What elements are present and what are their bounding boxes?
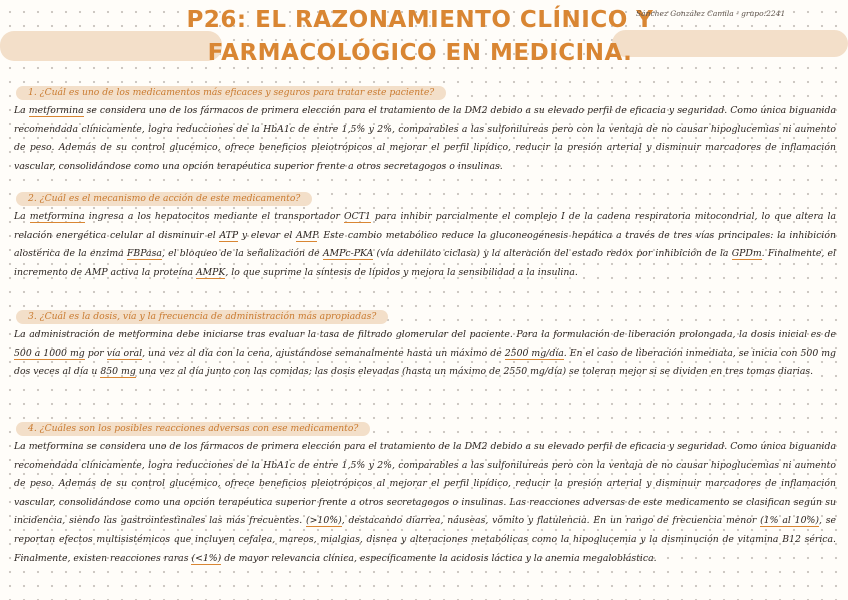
answer-text: , se reportan efectos multisistémicos que incluyen cefalea, mareos, mialgias, disnea y alteraciones metabólicas como la hipoglucemia y la disminución de vitamina B12 sérica. Finalmente, existen reacciones raras bbox=[14, 515, 836, 564]
section-2 bbox=[14, 186, 836, 282]
answer-text: La administración de metformina debe iniciarse tras evaluar la tasa de filtrado glomerular del paciente. Para la formulación de liberación prolongada, la dosis inicial es de bbox=[14, 329, 836, 340]
highlighted-term: ATP bbox=[219, 229, 239, 241]
answer-text: , una vez al día con la cena, ajustándose semanalmente hasta un máximo de bbox=[142, 347, 505, 359]
answer-text: (vía adenilato ciclasa) y la alteración del estado redox por inhibición de la bbox=[373, 248, 732, 260]
answer-text: por bbox=[84, 347, 107, 359]
highlighted-term: AMP bbox=[296, 229, 317, 241]
answer-text: ingresa a los hepatocitos mediante el transportador bbox=[84, 211, 344, 222]
section-1 bbox=[14, 80, 836, 176]
answer-text: y elevar el bbox=[238, 229, 297, 241]
highlighted-term: metformina bbox=[28, 105, 84, 116]
answer-text: , destacando diarrea, náuseas, vómito y flatulencia. En un rango de frecuencia menor bbox=[341, 515, 761, 527]
answer-text: para inhibir parcialmente el complejo I de la cadena respiratoria mitocondrial, lo que altera la relación energética celular al disminuir el bbox=[14, 211, 836, 241]
highlighted-term: 2500 mg/día bbox=[504, 347, 564, 359]
highlighted-term: 850 mg bbox=[100, 366, 136, 378]
highlighted-term: metformina bbox=[29, 211, 85, 222]
answer-paragraph bbox=[14, 326, 836, 382]
highlighted-term: (<1%) bbox=[191, 552, 222, 564]
question-heading: 4. ¿Cuáles son los posibles reacciones adversas con ese medicamento? bbox=[16, 422, 370, 436]
answer-paragraph bbox=[14, 438, 836, 568]
title-line-1: P26: EL RAZONAMIENTO CLÍNICO Y bbox=[186, 7, 654, 33]
highlighted-term: AMPc-PKA bbox=[322, 248, 374, 260]
highlighted-term: OCT1 bbox=[344, 211, 371, 222]
page-title bbox=[160, 4, 680, 70]
question-heading: 3. ¿Cuál es la dosis, vía y la frecuencia de administración más apropiadas? bbox=[16, 310, 388, 324]
answer-text: . Finalmente, el incremento de AMP activa la proteína bbox=[14, 248, 836, 278]
highlighted-term: FBPasa bbox=[126, 248, 162, 260]
section-4 bbox=[14, 416, 836, 568]
answer-text: se considera uno de los fármacos de primera elección para el tratamiento de la DM2 debido a su elevado perfil de eficacia y seguridad. Como única biguanida recomendada clínicamente, logra reducciones de la HbA1c de entre 1,5% y 2%, comparables a las sulfonilureas pero con la ventaja de no causar hipoglucemias ni aumento de peso. Además de su control glucémico, ofrece beneficios pleiotrópicos al mejorar el perfil lipídico, reducir la presión arterial y disminuir marcadores de inflamación vascular, consolidándose como una opción terapéutica superior frente a otros secretagogos o insulinas. bbox=[14, 105, 837, 172]
question-heading: 1. ¿Cuál es uno de los medicamentos más eficaces y seguros para tratar este paciente? bbox=[16, 86, 446, 100]
answer-text: de mayor relevancia clínica, específicamente la acidosis láctica y la anemia megaloblástica. bbox=[221, 552, 657, 564]
highlighted-term: GPDm bbox=[731, 248, 762, 260]
title-line-2: FARMACOLÓGICO EN MEDICINA. bbox=[207, 40, 633, 66]
answer-text: , el bloqueo de la señalización de bbox=[161, 248, 323, 260]
highlighted-term: (>10%) bbox=[305, 515, 342, 527]
question-heading: 2. ¿Cuál es el mecanismo de acción de este medicamento? bbox=[16, 192, 312, 206]
answer-text: La bbox=[14, 105, 29, 116]
highlighted-term: (1% al 10%) bbox=[760, 515, 819, 527]
answer-paragraph bbox=[14, 208, 836, 282]
answer-text: . En el caso de liberación inmediata, se inicia con 500 mg dos veces al día u bbox=[14, 347, 837, 378]
section-3 bbox=[14, 304, 836, 382]
highlighted-term: vía oral bbox=[106, 347, 143, 359]
answer-paragraph bbox=[14, 102, 836, 176]
answer-text: La bbox=[14, 211, 30, 222]
highlighted-term: AMPK bbox=[195, 266, 226, 278]
answer-text: una vez al día junto con las comidas; las dosis elevadas (hasta un máximo de 2550 mg/día) se toleran mejor si se dividen en tres tomas diarias. bbox=[135, 366, 814, 378]
highlighted-term: 500 a 1000 mg bbox=[14, 347, 85, 359]
answer-text: La metformina se considera uno de los fármacos de primera elección para el tratamiento de la DM2 debido a su elevado perfil de eficacia y seguridad. Como única biguanida recomendada clínicamente, logra reducciones de la HbA1c de entre 1,5% y 2%, comparables a las sulfonilureas pero con la ventaja de no causar hipoglucemias ni aumento de peso. Además de su control glucémico, ofrece beneficios pleiotrópicos al mejorar el perfil lipídico, reducir la presión arterial y disminuir marcadores de inflamación vascular, consolidándose como una opción terapéutica superior frente a otros secretagogos o insulinas. Las reacciones adversas de este medicamento se clasifican según su incidencia, siendo las gastrointestinales las más frecuentes. bbox=[14, 441, 836, 527]
author-label: Sánchez González Camila - grupo:2241 bbox=[636, 9, 786, 18]
answer-text: . Este cambio metabólico reduce la gluconeogénesis hepática a través de tres vías principales: la inhibición alostérica de la enzima bbox=[14, 229, 836, 260]
answer-text: , lo que suprime la síntesis de lípidos y mejora la sensibilidad a la insulina. bbox=[225, 266, 578, 278]
